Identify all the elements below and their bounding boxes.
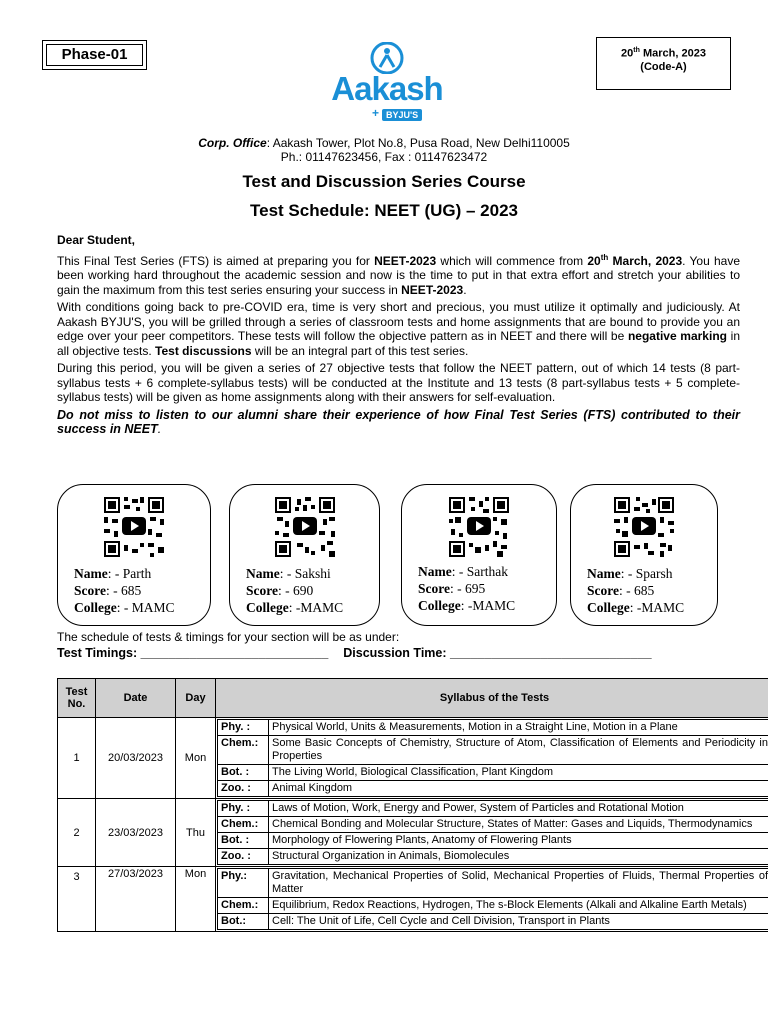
timings-line — [57, 646, 652, 660]
subject-topics: Gravitation, Mechanical Properties of Solid, Mechanical Properties of Fluids, Thermal Properties of Matter — [269, 869, 768, 898]
aakash-logo — [322, 42, 452, 118]
greeting: Dear Student, — [57, 233, 136, 247]
subject-topics: Some Basic Concepts of Chemistry, Structure of Atom, Classification of Elements and Periodicity in Properties — [269, 736, 768, 765]
date-cell: 20/03/2023 — [96, 718, 176, 799]
syllabus-cell — [216, 799, 768, 867]
table-row — [58, 718, 768, 799]
alumni-card[interactable] — [229, 484, 380, 626]
page-title: Test and Discussion Series Course — [242, 172, 526, 191]
test-no-cell: 2 — [58, 799, 96, 867]
subject-label: Chem.: — [218, 817, 269, 833]
exam-date: 20th March, 2023 — [621, 47, 706, 60]
subject-topics: Structural Organization in Animals, Biomolecules — [269, 849, 768, 865]
alumni-details: Name: - Sarthak Score: - 695 College: -MAMC — [418, 564, 516, 613]
subject-topics: Morphology of Flowering Plants, Anatomy of Flowering Plants — [269, 833, 768, 849]
subject-label: Bot. : — [218, 765, 269, 781]
qr-code-icon[interactable] — [273, 495, 337, 559]
byjus-badge: BYJU'S — [382, 109, 422, 121]
subject-label: Phy. : — [218, 801, 269, 817]
alumni-details: Name: - Parth Score: - 685 College: - MAMC — [74, 566, 175, 615]
test-no-cell: 1 — [58, 718, 96, 799]
subject-label: Zoo. : — [218, 781, 269, 797]
table-row — [58, 799, 768, 867]
subject-topics: Cell: The Unit of Life, Cell Cycle and Cell Division, Transport in Plants — [269, 914, 768, 930]
subject-label: Bot. : — [218, 833, 269, 849]
day-cell: Mon — [176, 718, 216, 799]
paragraph-2: With conditions going back to pre-COVID era, time is very short and precious, you must utilize it optimally and judiciously. At Aakash BYJU'S, you will be grilled through a series of classroom tests and home assignments that are bound to provide you an edge over your peer competitors. These tests will follow the objective pattern as in NEET and there will be negative marking in all objective tests. Test discussions will be an integral part of this test series. — [57, 300, 740, 358]
alumni-card[interactable] — [570, 484, 718, 626]
col-header-date: Date — [96, 679, 176, 718]
alumni-card[interactable] — [57, 484, 211, 626]
discussion-time-field: Discussion Time: _____________________________ — [343, 646, 652, 660]
date-cell: 27/03/2023 — [96, 867, 176, 932]
test-no-cell: 3 — [58, 867, 96, 932]
subject-label: Phy. : — [218, 720, 269, 736]
qr-code-icon[interactable] — [102, 495, 166, 559]
subject-label: Chem.: — [218, 736, 269, 765]
table-row — [58, 867, 768, 932]
schedule-table — [57, 678, 768, 932]
corp-office-address: Corp. Office: Aakash Tower, Plot No.8, Pusa Road, New Delhi110005 — [198, 136, 570, 150]
subject-topics: Physical World, Units & Measurements, Motion in a Straight Line, Motion in a Plane — [269, 720, 768, 736]
table-header-row — [58, 679, 768, 718]
phone-fax: Ph.: 01147623456, Fax : 01147623472 — [280, 150, 488, 164]
col-header-syllabus: Syllabus of the Tests — [216, 679, 768, 718]
date-cell: 23/03/2023 — [96, 799, 176, 867]
paragraph-4: Do not miss to listen to our alumni share their experience of how Final Test Series (FTS) contributed to their success in NEET. — [57, 407, 740, 436]
day-cell: Mon — [176, 867, 216, 932]
logo-plus: + — [372, 106, 380, 120]
subject-topics: Chemical Bonding and Molecular Structure, States of Matter: Gases and Liquids, Thermodynamics — [269, 817, 768, 833]
phase-label: Phase-01 — [46, 44, 143, 66]
col-header-test-no: Test No. — [58, 679, 96, 718]
qr-code-icon[interactable] — [447, 495, 511, 559]
subject-label: Chem.: — [218, 898, 269, 914]
test-timings-field: Test Timings: ___________________________ — [57, 646, 329, 660]
subject-label: Phy.: — [218, 869, 269, 898]
alumni-details: Name: - Sakshi Score: - 690 College: -MAMC — [246, 566, 344, 615]
schedule-intro: The schedule of tests & timings for your section will be as under: — [57, 630, 400, 644]
qr-code-icon[interactable] — [612, 495, 676, 559]
subject-label: Zoo. : — [218, 849, 269, 865]
syllabus-cell — [216, 718, 768, 799]
code-label: (Code-A) — [640, 60, 687, 73]
alumni-details: Name: - Sparsh Score: - 685 College: -MAMC — [587, 566, 685, 615]
date-box — [596, 37, 731, 90]
paragraph-3: During this period, you will be given a series of 27 objective tests that follow the NEET pattern, out of which 14 tests (8 part-syllabus tests + 6 complete-syllabus tests) will be conducted at the Institute and 13 tests (8 part-syllabus tests + 5 complete-syllabus tests) will be given as home assignments along with their answers for self-evaluation. — [57, 361, 740, 404]
subject-topics: Laws of Motion, Work, Energy and Power, System of Particles and Rotational Motion — [269, 801, 768, 817]
syllabus-cell — [216, 867, 768, 932]
paragraph-1: This Final Test Series (FTS) is aimed at preparing you for NEET-2023 which will commence from 20th March, 2023. You have been working hard throughout the academic session and now is the time to put in that extra effort and stretch your abilities to gain the maximum from this test series ensuring your success in NEET-2023. — [57, 252, 740, 297]
alumni-card[interactable] — [401, 484, 557, 626]
col-header-day: Day — [176, 679, 216, 718]
subject-topics: The Living World, Biological Classification, Plant Kingdom — [269, 765, 768, 781]
subject-topics: Animal Kingdom — [269, 781, 768, 797]
day-cell: Thu — [176, 799, 216, 867]
page-subtitle: Test Schedule: NEET (UG) – 2023 — [250, 201, 518, 220]
subject-label: Bot.: — [218, 914, 269, 930]
logo-wordmark: Aakash — [331, 70, 443, 107]
phase-label-box — [42, 40, 147, 70]
subject-topics: Equilibrium, Redox Reactions, Hydrogen, The s-Block Elements (Alkali and Alkaline Earth Metals) — [269, 898, 768, 914]
letter-body — [57, 233, 740, 440]
